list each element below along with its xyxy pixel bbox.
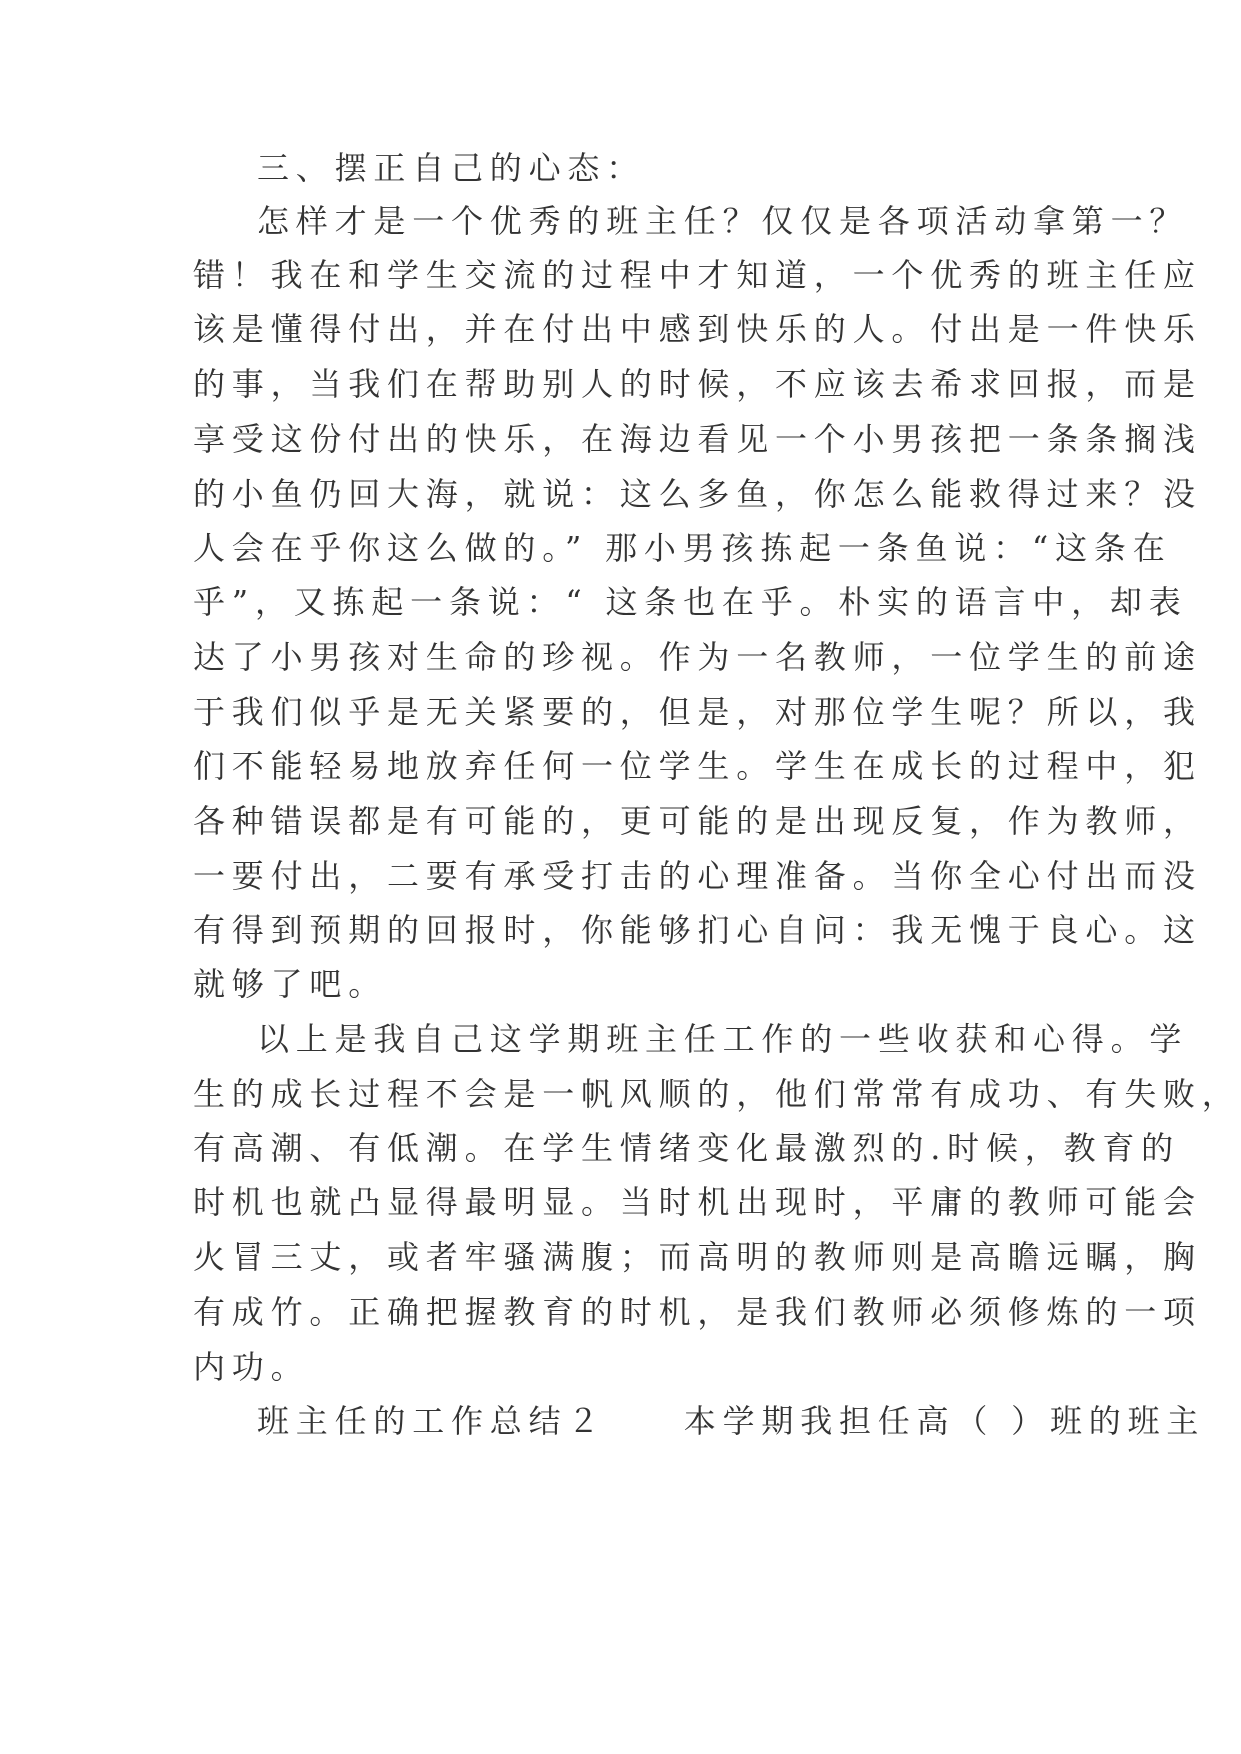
paragraph-line: 错！我在和学生交流的过程中才知道，一个优秀的班主任应: [193, 256, 1202, 294]
section-heading: 三、摆正自己的心态：: [257, 149, 646, 187]
paragraph-line: 生的成长过程不会是一帆风顺的，他们常常有成功、有失败，: [193, 1075, 1241, 1113]
paragraph-line: 享受这份付出的快乐，在海边看见一个小男孩把一条条搁浅: [193, 420, 1202, 458]
paragraph-line: 有得到预期的回报时，你能够扪心自问：我无愧于良心。这: [193, 911, 1202, 949]
paragraph-line: 有高潮、有低潮。在学生情绪变化最激烈的.时候，教育的: [193, 1129, 1180, 1167]
paragraph-line: 达了小男孩对生命的珍视。作为一名教师，一位学生的前途: [193, 638, 1202, 676]
paragraph-line: 就够了吧。: [193, 965, 388, 1003]
paragraph-line: 的小鱼仍回大海，就说：这么多鱼，你怎么能救得过来？没: [193, 475, 1202, 513]
paragraph-line: 火冒三丈，或者牢骚满腹；而高明的教师则是高瞻远瞩，胸: [193, 1238, 1202, 1276]
paragraph-line: 时机也就凸显得最明显。当时机出现时，平庸的教师可能会: [193, 1183, 1202, 1221]
paragraph-line: 于我们似乎是无关紧要的，但是，对那位学生呢？所以，我: [193, 693, 1202, 731]
section-title-line: 班主任的工作总结２ 本学期我担任高（ ）班的班主: [257, 1402, 1206, 1440]
paragraph-line: 各种错误都是有可能的，更可能的是出现反复，作为教师，: [193, 802, 1202, 840]
paragraph-line: 乎”，又拣起一条说：“ 这条也在乎。朴实的语言中，却表: [193, 583, 1188, 621]
paragraph-line: 的事，当我们在帮助别人的时候，不应该去希求回报，而是: [193, 365, 1202, 403]
paragraph-line: 有成竹。正确把握教育的时机，是我们教师必须修炼的一项: [193, 1293, 1202, 1331]
paragraph-line: 人会在乎你这么做的。” 那小男孩拣起一条鱼说：“这条在: [193, 529, 1172, 567]
paragraph-line: 以上是我自己这学期班主任工作的一些收获和心得。学: [257, 1020, 1189, 1058]
paragraph-line: 一要付出，二要有承受打击的心理准备。当你全心付出而没: [193, 857, 1202, 895]
paragraph-line: 内功。: [193, 1348, 310, 1386]
paragraph-line: 们不能轻易地放弃任何一位学生。学生在成长的过程中，犯: [193, 747, 1202, 785]
paragraph-line: 怎样才是一个优秀的班主任？仅仅是各项活动拿第一？: [257, 202, 1189, 240]
paragraph-line: 该是懂得付出，并在付出中感到快乐的人。付出是一件快乐: [193, 310, 1202, 348]
